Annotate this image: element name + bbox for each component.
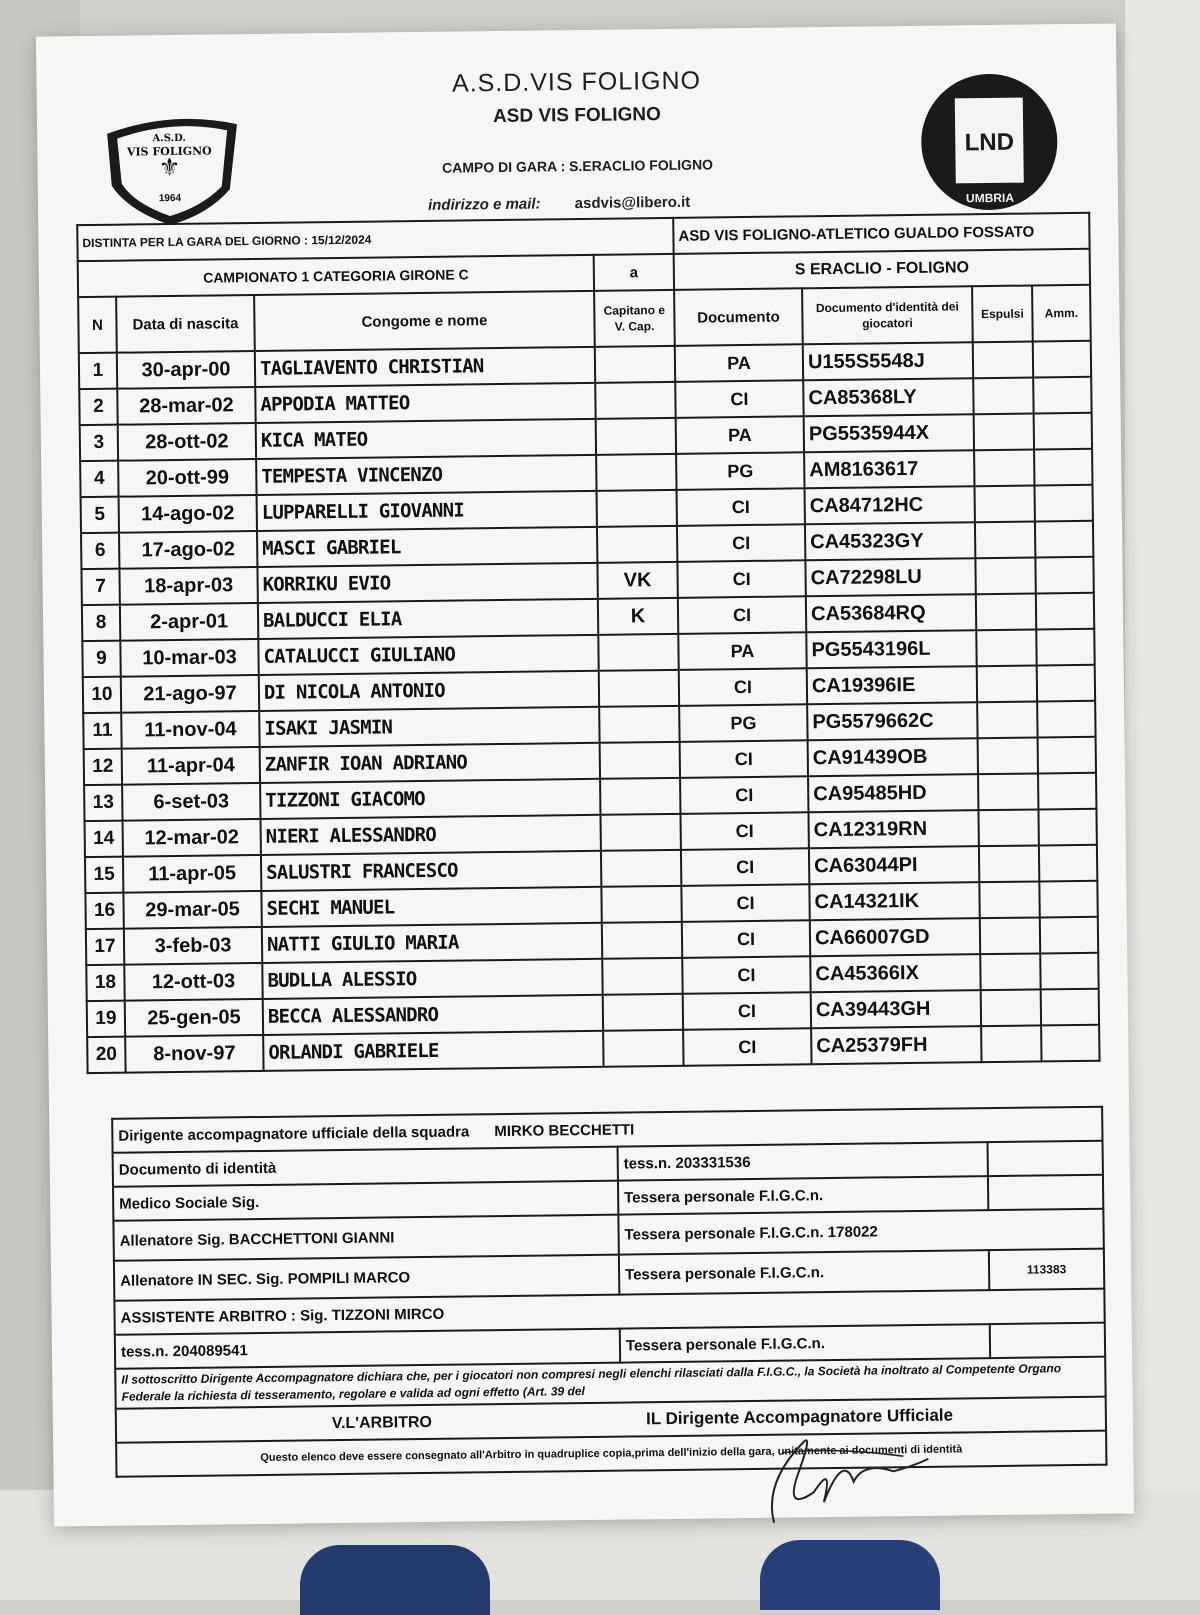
club-title: A.S.D.VIS FOLIGNO (451, 66, 702, 98)
player-number: 10 (83, 677, 121, 713)
player-espulsi (979, 845, 1039, 882)
player-document-id: AM8163617 (804, 450, 974, 488)
player-captain (600, 778, 680, 815)
footer-note: Questo elenco deve essere consegnato all'Arbitro in quadruplice copia,prima dell'inizio della gara, unitamente ai documenti di identità (116, 1431, 1106, 1477)
player-captain: VK (597, 562, 677, 599)
player-espulsi (981, 1025, 1041, 1062)
player-document-id: CA45366IX (810, 954, 980, 992)
player-number: 3 (80, 425, 118, 461)
player-document-id: CA91439OB (808, 738, 978, 776)
player-name: NATTI GIULIO MARIA (262, 923, 602, 963)
medico-tessera: Tessera personale F.I.G.C.n. (618, 1176, 988, 1215)
player-number: 19 (87, 1001, 125, 1037)
logo-vis-top: A.S.D. (152, 132, 186, 145)
player-number: 7 (81, 569, 119, 605)
player-amm (1039, 881, 1097, 918)
assistente-extra (990, 1323, 1105, 1358)
player-espulsi (979, 881, 1039, 918)
player-name: KORRIKU EVIO (257, 563, 597, 603)
dirigente-sign-label: IL Dirigente Accompagnatore Ufficiale (645, 1405, 954, 1429)
col-header-documento: Documento (674, 288, 803, 346)
player-espulsi (973, 341, 1033, 378)
player-number: 6 (81, 533, 119, 569)
distinta-cell: DISTINTA PER LA GARA DEL GIORNO : 15/12/2024 (77, 218, 673, 261)
player-document-id: U155S5548J (803, 342, 973, 380)
player-birthdate: 8-nov-97 (125, 1035, 263, 1073)
player-document-id: CA53684RQ (806, 594, 976, 632)
player-birthdate: 30-apr-00 (117, 351, 255, 389)
player-espulsi (973, 377, 1033, 414)
player-number: 14 (85, 821, 123, 857)
lnd-umbria-logo (916, 69, 1063, 216)
doc-identity-extra (988, 1141, 1103, 1176)
player-document-id: CA45323GY (805, 522, 975, 560)
player-name: TIZZONI GIACOMO (260, 779, 600, 819)
player-document-id: CA84712HC (805, 486, 975, 524)
player-name: SECHI MANUEL (261, 887, 601, 927)
player-birthdate: 3-feb-03 (124, 927, 262, 965)
player-amm (1036, 629, 1094, 666)
player-captain (602, 958, 682, 995)
player-espulsi (978, 809, 1038, 846)
a-cell: a (594, 254, 674, 291)
player-captain (596, 454, 676, 491)
player-amm (1041, 1025, 1099, 1062)
player-name: APPODIA MATTEO (255, 383, 595, 423)
player-amm (1033, 377, 1091, 414)
player-document-type: CI (682, 956, 810, 994)
col-header-amm: Amm. (1032, 285, 1091, 342)
player-number: 4 (80, 461, 118, 497)
player-document-type: PG (679, 704, 807, 742)
player-document-type: PG (676, 452, 804, 490)
player-amm (1040, 953, 1098, 990)
handwritten-signature (743, 1421, 934, 1533)
assistente-label: ASSISTENTE ARBITRO : Sig. TIZZONI MIRCO (114, 1289, 1104, 1335)
player-amm (1041, 989, 1099, 1026)
player-document-type: CI (678, 596, 806, 634)
player-number: 8 (82, 605, 120, 641)
medico-label: Medico Sociale Sig. (113, 1181, 618, 1221)
player-amm (1033, 341, 1091, 378)
player-amm (1038, 809, 1096, 846)
player-captain (597, 490, 677, 527)
player-espulsi (976, 593, 1036, 630)
player-amm (1035, 485, 1093, 522)
player-name: CATALUCCI GIULIANO (258, 635, 598, 675)
player-espulsi (981, 989, 1041, 1026)
player-document-type: CI (679, 668, 807, 706)
player-birthdate: 25-gen-05 (125, 999, 263, 1037)
player-document-id: PG5579662C (807, 702, 977, 740)
player-birthdate: 11-apr-05 (123, 855, 261, 893)
logo-vis-name: VIS FOLIGNO (126, 144, 212, 159)
player-document-id: CA85368LY (803, 378, 973, 416)
match-sheet (36, 23, 1134, 1526)
player-captain: K (598, 598, 678, 635)
player-document-type: CI (681, 848, 809, 886)
player-birthdate: 29-mar-05 (123, 891, 261, 929)
col-header-document-id: Documento d'identità dei giocatori (802, 286, 973, 344)
player-captain (598, 634, 678, 671)
player-name: DI NICOLA ANTONIO (259, 671, 599, 711)
assistente-tess: tess.n. 204089541 (115, 1329, 620, 1369)
player-espulsi (975, 485, 1035, 522)
player-amm (1038, 737, 1096, 774)
player-captain (603, 994, 683, 1031)
player-document-id: CA39443GH (811, 990, 981, 1028)
player-espulsi (974, 449, 1034, 486)
player-espulsi (977, 701, 1037, 738)
player-document-type: PA (678, 632, 806, 670)
player-document-type: CI (680, 812, 808, 850)
player-document-type: CI (677, 488, 805, 526)
address-label: indirizzo e mail: (427, 195, 541, 214)
player-captain (601, 850, 681, 887)
campionato-cell: CAMPIONATO 1 CATEGORIA GIRONE C (78, 255, 594, 297)
player-birthdate: 10-mar-03 (120, 639, 258, 677)
player-document-id: CA95485HD (808, 774, 978, 812)
player-amm (1039, 845, 1097, 882)
player-name: BALDUCCI ELIA (258, 599, 598, 639)
player-birthdate: 28-ott-02 (118, 423, 256, 461)
logo-lnd-region: UMBRIA (965, 190, 1015, 206)
match-location: S ERACLIO - FOLIGNO (674, 249, 1090, 290)
assistente-tessera: Tessera personale F.I.G.C.n. (620, 1324, 990, 1363)
player-birthdate: 2-apr-01 (120, 603, 258, 641)
player-birthdate: 6-set-03 (122, 783, 260, 821)
shoe-left (300, 1545, 490, 1615)
logo-lnd-text: LND (964, 128, 1015, 157)
player-captain (595, 346, 675, 383)
player-captain (596, 418, 676, 455)
player-captain (599, 706, 679, 743)
player-birthdate: 11-apr-04 (122, 747, 260, 785)
player-number: 16 (85, 893, 123, 929)
player-document-id: CA72298LU (805, 558, 975, 596)
player-espulsi (980, 953, 1040, 990)
player-espulsi (974, 413, 1034, 450)
doc-identity-value: tess.n. 203331536 (618, 1142, 988, 1181)
dirigente-name: MIRKO BECCHETTI (494, 1120, 635, 1140)
player-name: TEMPESTA VINCENZO (256, 455, 596, 495)
player-birthdate: 21-ago-97 (121, 675, 259, 713)
arbitro-label: V.L'ARBITRO (331, 1413, 433, 1433)
player-document-type: CI (677, 560, 805, 598)
email: asdvis@libero.it (574, 193, 691, 213)
player-document-type: CI (680, 740, 808, 778)
player-espulsi (978, 737, 1038, 774)
player-name: TAGLIAVENTO CHRISTIAN (255, 347, 595, 387)
player-amm (1037, 665, 1095, 702)
player-document-id: PG5535944X (804, 414, 974, 452)
player-document-type: CI (680, 776, 808, 814)
player-name: BUDLLA ALESSIO (262, 959, 602, 999)
player-captain (603, 1030, 683, 1067)
player-number: 20 (87, 1037, 125, 1073)
player-number: 2 (79, 389, 117, 425)
player-espulsi (978, 773, 1038, 810)
player-name: KICA MATEO (256, 419, 596, 459)
player-document-id: CA19396IE (807, 666, 977, 704)
player-captain (600, 742, 680, 779)
player-amm (1035, 521, 1093, 558)
club-subtitle: ASD VIS FOLIGNO (492, 104, 661, 128)
player-amm (1038, 773, 1096, 810)
players-table (76, 212, 1100, 1074)
player-name: ORLANDI GABRIELE (263, 1031, 603, 1071)
player-espulsi (976, 629, 1036, 666)
player-number: 11 (83, 713, 121, 749)
player-captain (595, 382, 675, 419)
player-document-type: CI (681, 884, 809, 922)
player-birthdate: 11-nov-04 (121, 711, 259, 749)
player-number: 15 (85, 857, 123, 893)
doc-identity-label: Documento di identità (113, 1147, 618, 1187)
match-teams: ASD VIS FOLIGNO-ATLETICO GUALDO FOSSATO (673, 213, 1089, 254)
fleur-de-lis-icon: ⚜ (158, 153, 181, 182)
logo-vis-year: 1964 (158, 192, 182, 205)
allenatore2-label: Allenatore IN SEC. Sig. POMPILI MARCO (114, 1255, 619, 1301)
medico-extra (988, 1175, 1103, 1210)
player-amm (1034, 449, 1092, 486)
player-document-type: PA (676, 416, 804, 454)
player-amm (1037, 701, 1095, 738)
dirigente-label: Dirigente accompagnatore ufficiale della squadra (118, 1122, 470, 1145)
player-name: ISAKI JASMIN (259, 707, 599, 747)
player-number: 5 (81, 497, 119, 533)
allenatore2-tessera: Tessera personale F.I.G.C.n. (619, 1250, 989, 1295)
player-espulsi (980, 917, 1040, 954)
allenatore-label: Allenatore Sig. BACCHETTONI GIANNI (113, 1215, 618, 1261)
player-amm (1036, 593, 1094, 630)
player-number: 12 (84, 749, 122, 785)
player-document-type: CI (683, 992, 811, 1030)
player-number: 17 (86, 929, 124, 965)
allenatore2-number: 113383 (989, 1249, 1104, 1290)
player-espulsi (975, 557, 1035, 594)
player-document-id: CA66007GD (810, 918, 980, 956)
player-number: 13 (84, 785, 122, 821)
player-number: 1 (79, 353, 117, 389)
player-captain (600, 814, 680, 851)
background-right (1125, 0, 1200, 1600)
player-document-type: PA (675, 344, 803, 382)
player-name: ZANFIR IOAN ADRIANO (260, 743, 600, 783)
col-header-date: Data di nascita (116, 295, 255, 353)
player-birthdate: 12-ott-03 (124, 963, 262, 1001)
player-document-id: CA63044PI (809, 846, 979, 884)
player-number: 9 (82, 641, 120, 677)
col-header-n: N (78, 297, 117, 353)
player-birthdate: 20-ott-99 (118, 459, 256, 497)
player-amm (1035, 557, 1093, 594)
player-document-type: CI (682, 920, 810, 958)
player-document-id: CA14321IK (809, 882, 979, 920)
player-document-type: CI (675, 380, 803, 418)
staff-table (111, 1106, 1107, 1478)
player-name: NIERI ALESSANDRO (261, 815, 601, 855)
player-number: 18 (86, 965, 124, 1001)
player-document-type: CI (677, 524, 805, 562)
player-captain (601, 886, 681, 923)
allenatore-tessera: Tessera personale F.I.G.C.n. 178022 (618, 1209, 1103, 1255)
player-birthdate: 14-ago-02 (119, 495, 257, 533)
player-captain (599, 670, 679, 707)
player-birthdate: 28-mar-02 (117, 387, 255, 425)
player-espulsi (975, 521, 1035, 558)
player-document-id: PG5543196L (806, 630, 976, 668)
campo-di-gara: CAMPO DI GARA : S.ERACLIO FOLIGNO (442, 156, 714, 176)
col-header-name: Congome e nome (254, 291, 595, 351)
player-document-type: CI (683, 1028, 811, 1066)
player-name: MASCI GABRIEL (257, 527, 597, 567)
player-birthdate: 17-ago-02 (119, 531, 257, 569)
declaration-text: Il sottoscritto Dirigente Accompagnatore dichiara che, per i giocatori non compresi negli elenchi rilasciati dalla F.I.G.C., la Società ha inoltrato al Competente Organo Federale la richiesta di tesseramento, regolare e valida ad ogni effetto (Art. 39 del (115, 1357, 1105, 1409)
player-name: BECCA ALESSANDRO (263, 995, 603, 1035)
contact-line (428, 194, 690, 214)
player-name: SALUSTRI FRANCESCO (261, 851, 601, 891)
player-espulsi (977, 665, 1037, 702)
player-name: LUPPARELLI GIOVANNI (257, 491, 597, 531)
col-header-captain: Capitano e V. Cap. (594, 290, 675, 347)
player-document-id: CA12319RN (808, 810, 978, 848)
player-document-id: CA25379FH (811, 1026, 981, 1064)
player-birthdate: 18-apr-03 (119, 567, 257, 605)
col-header-espulsi: Espulsi (972, 286, 1033, 343)
player-birthdate: 12-mar-02 (123, 819, 261, 857)
player-amm (1040, 917, 1098, 954)
player-captain (597, 526, 677, 563)
player-captain (602, 922, 682, 959)
player-amm (1034, 413, 1092, 450)
